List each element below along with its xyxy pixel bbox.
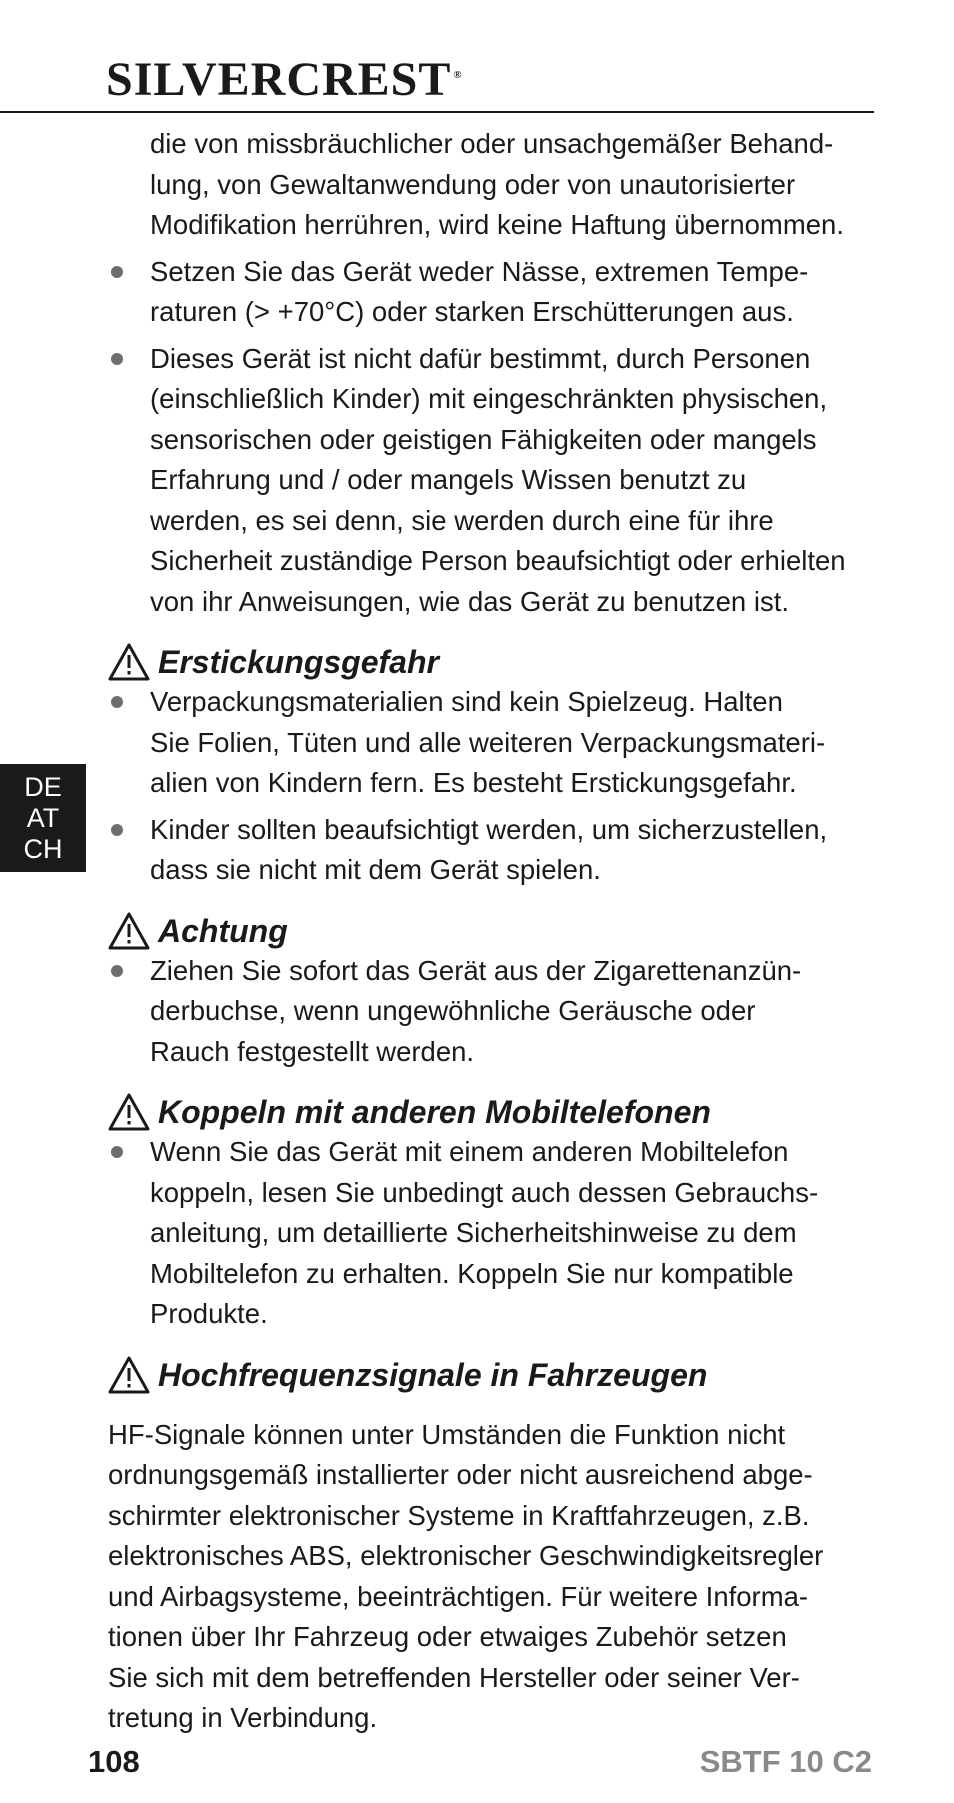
section-heading-erstickungsgefahr: Erstickungsgefahr bbox=[108, 642, 868, 682]
hf-paragraph: HF-Signale können unter Umständen die Funktion nicht ordnungsgemäß installierter oder nicht ausreichend abge- schirmter elektronischer Systeme in Kraftfahrzeugen, z.B. elektronisches ABS, elektronischer Geschwindigkeitsregler und Airbagsysteme, beeinträchtigen. Für weitere Informa- tionen über Ihr Fahrzeug oder etwaiges Zubehör setzen Sie sich mit dem betreffenden Hersteller oder seiner Ver- tretung in Verbindung. bbox=[108, 1418, 824, 1733]
warning-icon bbox=[108, 1093, 150, 1131]
section-heading-koppeln: Koppeln mit anderen Mobiltelefonen bbox=[108, 1092, 868, 1132]
model-number: SBTF 10 C2 bbox=[699, 1744, 872, 1779]
list-item: Ziehen Sie sofort das Gerät aus der Zigarettenanzün- derbuchse, wenn ungewöhnliche Geräusche oder Rauch festgestellt werden. bbox=[108, 951, 868, 1073]
language-code-ch: CH bbox=[23, 834, 63, 864]
warning-icon bbox=[108, 643, 150, 681]
page-number: 108 bbox=[88, 1744, 140, 1779]
bullet-icon bbox=[111, 965, 123, 977]
warning-icon bbox=[108, 1356, 150, 1394]
list-item: Setzen Sie das Gerät weder Nässe, extremen Tempe- raturen (> +70°C) oder starken Erschütterungen aus. bbox=[108, 252, 868, 333]
intro-paragraph: die von missbräuchlicher oder unsachgemäßer Behand- lung, von Gewaltanwendung oder von unautorisierter Modifikation herrühren, wird keine Haftung übernommen. bbox=[150, 128, 844, 240]
language-code-at: AT bbox=[26, 803, 60, 833]
warning-icon bbox=[108, 912, 150, 950]
language-tab bbox=[0, 764, 86, 872]
bullet-icon bbox=[111, 1146, 123, 1158]
section-heading-achtung: Achtung bbox=[108, 911, 868, 951]
bullet-icon bbox=[111, 353, 123, 365]
page-content bbox=[108, 124, 868, 1739]
list-item: Wenn Sie das Gerät mit einem anderen Mobiltelefon koppeln, lesen Sie unbedingt auch dessen Gebrauchs- anleitung, um detaillierte Sicherheitshinweise zu dem Mobiltelefon zu erhalten. Koppeln Sie nur kompatible Produkte. bbox=[108, 1132, 868, 1335]
bullet-icon bbox=[111, 696, 123, 708]
header-rule bbox=[0, 111, 874, 113]
language-code-de: DE bbox=[24, 772, 62, 802]
list-item: Dieses Gerät ist nicht dafür bestimmt, durch Personen (einschließlich Kinder) mit eingeschränkten physischen, sensorischen oder geistigen Fähigkeiten oder mangels Erfahrung und / oder mangels Wissen benutzt zu werden, es sei denn, sie werden durch eine für ihre Sicherheit zuständige Person beaufsichtigt oder erhielten von ihr Anweisungen, wie das Gerät zu benutzen ist. bbox=[108, 339, 868, 623]
bullet-icon bbox=[111, 266, 123, 278]
list-item: Verpackungsmaterialien sind kein Spielzeug. Halten Sie Folien, Tüten und alle weiteren Verpackungsmateri- alien von Kindern fern. Es besteht Erstickungsgefahr. bbox=[108, 682, 868, 804]
list-item: Kinder sollten beaufsichtigt werden, um sicherzustellen, dass sie nicht mit dem Gerät spielen. bbox=[108, 810, 868, 891]
bullet-icon bbox=[111, 824, 123, 836]
brand-logo: SILVERCREST ® bbox=[106, 53, 463, 106]
section-heading-hochfrequenz: Hochfrequenzsignale in Fahrzeugen bbox=[108, 1355, 868, 1395]
